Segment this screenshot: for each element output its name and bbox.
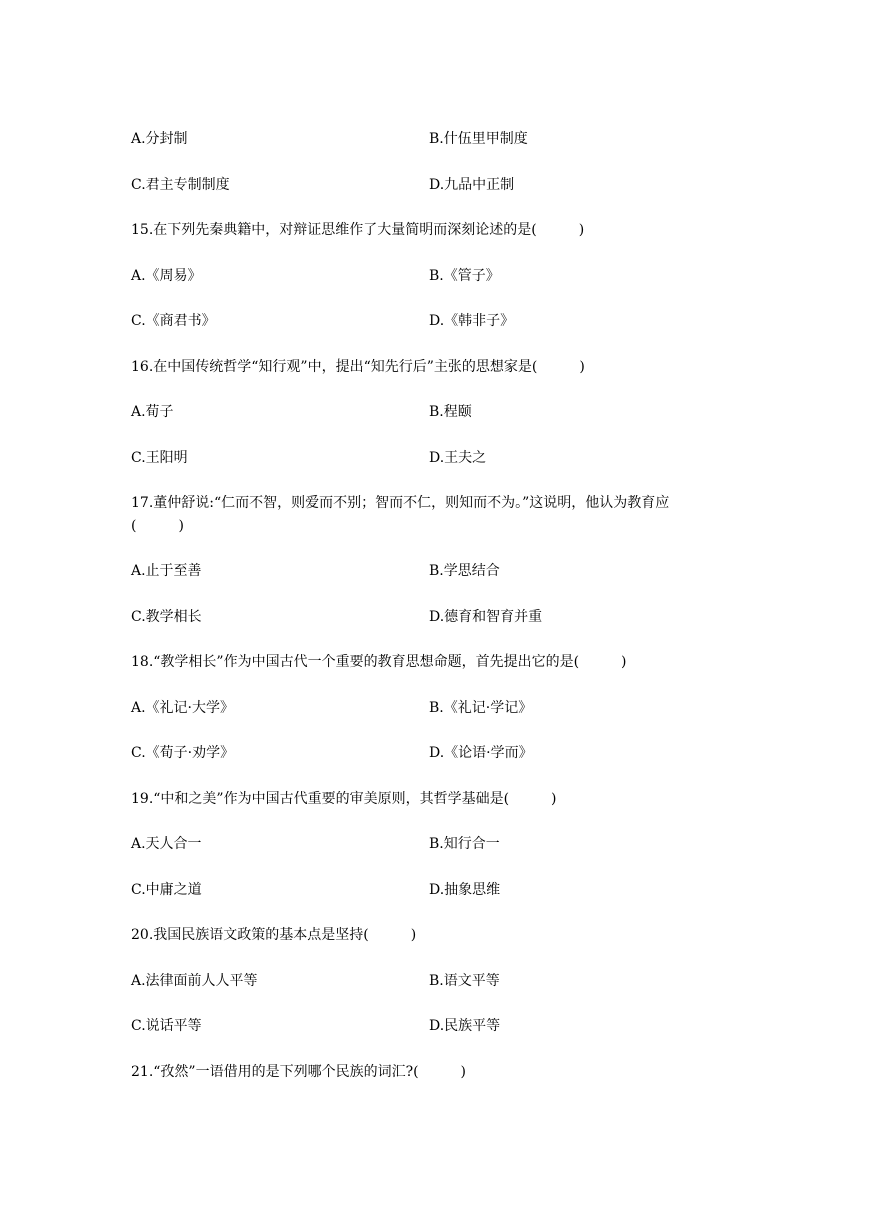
q15-option-c: C.《商君书》 bbox=[131, 313, 216, 329]
q16-option-d: D.王夫之 bbox=[429, 450, 487, 466]
q20-option-d: D.民族平等 bbox=[429, 1018, 501, 1034]
q14-option-a: A.分封制 bbox=[131, 131, 188, 147]
q17-option-c: C.教学相长 bbox=[131, 609, 202, 625]
q18-option-a: A.《礼记·大学》 bbox=[131, 700, 235, 716]
q19-option-a: A.天人合一 bbox=[131, 836, 202, 852]
q18-option-d: D.《论语·学而》 bbox=[429, 745, 533, 761]
q20-stem: 20.我国民族语文政策的基本点是坚持( ) bbox=[131, 927, 417, 943]
q15-stem: 15.在下列先秦典籍中，对辩证思维作了大量简明而深刻论述的是( ) bbox=[131, 222, 585, 238]
q19-option-b: B.知行合一 bbox=[429, 836, 500, 852]
q15-option-d: D.《韩非子》 bbox=[429, 313, 515, 329]
q17-stem-line2: ( ) bbox=[131, 518, 184, 534]
q16-stem: 16.在中国传统哲学“知行观”中，提出“知先行后”主张的思想家是( ) bbox=[131, 359, 585, 375]
q21-stem: 21.“孜然”一语借用的是下列哪个民族的词汇?( ) bbox=[131, 1064, 467, 1080]
q20-option-a: A.法律面前人人平等 bbox=[131, 973, 258, 989]
q15-option-a: A.《周易》 bbox=[131, 268, 202, 284]
q18-option-b: B.《礼记·学记》 bbox=[429, 700, 533, 716]
q19-option-d: D.抽象思维 bbox=[429, 882, 501, 898]
q15-option-b: B.《管子》 bbox=[429, 268, 500, 284]
q14-option-c: C.君主专制制度 bbox=[131, 177, 230, 193]
q16-option-c: C.王阳明 bbox=[131, 450, 188, 466]
q17-option-b: B.学思结合 bbox=[429, 563, 500, 579]
q17-stem-line1: 17.董仲舒说:“仁而不智，则爱而不别；智而不仁，则知而不为。”这说明，他认为教育应 bbox=[131, 495, 670, 511]
q19-option-c: C.中庸之道 bbox=[131, 882, 202, 898]
q16-option-a: A.荀子 bbox=[131, 404, 174, 420]
q20-option-c: C.说话平等 bbox=[131, 1018, 202, 1034]
q17-option-d: D.德育和智育并重 bbox=[429, 609, 543, 625]
q18-option-c: C.《荀子·劝学》 bbox=[131, 745, 235, 761]
q20-option-b: B.语文平等 bbox=[429, 973, 500, 989]
q16-option-b: B.程颐 bbox=[429, 404, 472, 420]
q19-stem: 19.“中和之美”作为中国古代重要的审美原则，其哲学基础是( ) bbox=[131, 791, 557, 807]
q14-option-b: B.什伍里甲制度 bbox=[429, 131, 528, 147]
q18-stem: 18.“教学相长”作为中国古代一个重要的教育思想命题，首先提出它的是( ) bbox=[131, 654, 627, 670]
q17-option-a: A.止于至善 bbox=[131, 563, 202, 579]
q14-option-d: D.九品中正制 bbox=[429, 177, 515, 193]
